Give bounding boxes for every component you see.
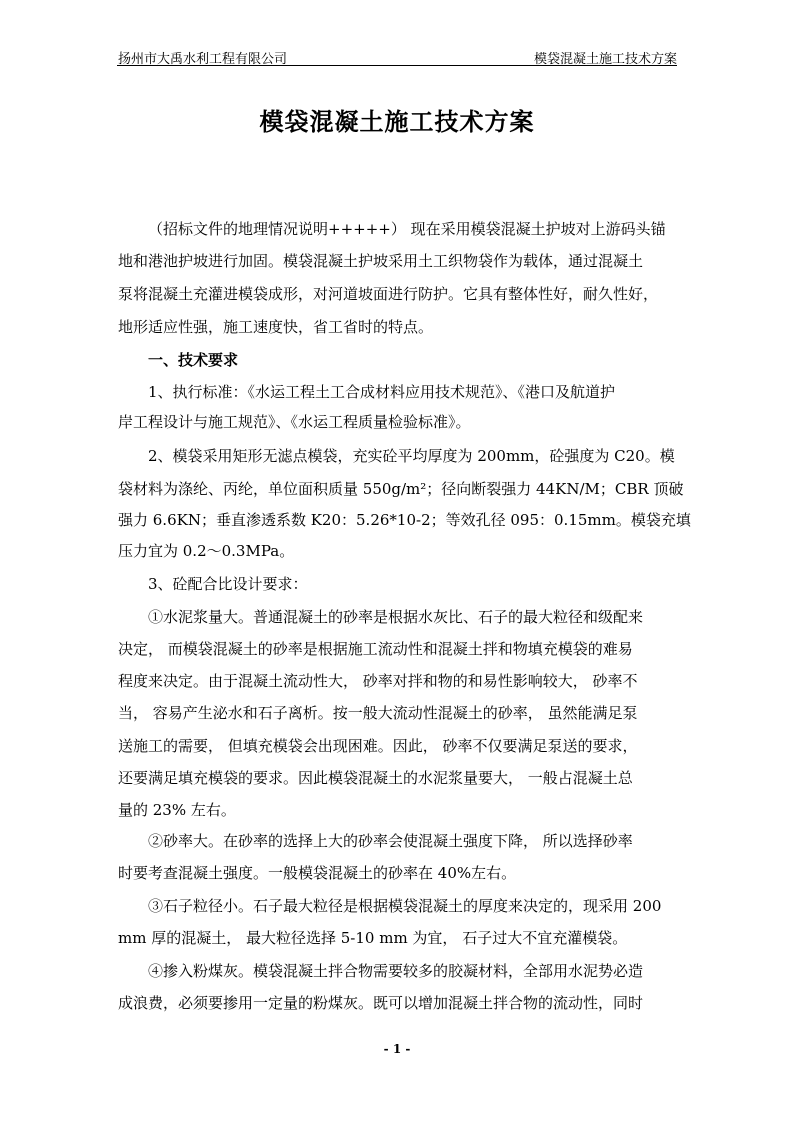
body-line: 送施工的需要， 但填充模袋会出现困难。因此， 砂率不仅要满足泵送的要求， bbox=[118, 737, 638, 755]
body-line: 3、砼配合比设计要求： bbox=[148, 575, 308, 593]
body-line: 时要考查混凝土强度。一般模袋混凝土的砂率在 40%左右。 bbox=[118, 864, 517, 882]
body-line: 量的 23% 左右。 bbox=[118, 801, 236, 819]
header-rule bbox=[117, 65, 677, 66]
section-heading: 一、技术要求 bbox=[148, 351, 239, 369]
document-title: 模袋混凝土施工技术方案 bbox=[259, 107, 535, 136]
body-line: ①水泥浆量大。普通混凝土的砂率是根据水灰比、石子的最大粒径和级配来 bbox=[148, 608, 644, 626]
body-line: 岸工程设计与施工规范》、《水运工程质量检验标准》。 bbox=[118, 413, 471, 431]
body-line: 地形适应性强，施工速度快，省工省时的特点。 bbox=[118, 318, 434, 336]
header-company: 扬州市大禹水利工程有限公司 bbox=[118, 52, 288, 67]
body-line: 泵将混凝土充灌进模袋成形，对河道坡面进行防护。它具有整体性好，耐久性好， bbox=[118, 285, 659, 303]
body-line: 袋材料为涤纶、丙纶，单位面积质量 550g/m²；径向断裂强力 44KN/M；CBR 顶破 bbox=[118, 480, 684, 498]
body-line: 当， 容易产生泌水和石子离析。按一般大流动性混凝土的砂率， 虽然能满足泵 bbox=[118, 704, 638, 722]
page-number: - 1 - bbox=[383, 1042, 411, 1056]
body-line: 压力宜为 0.2～0.3MPa。 bbox=[118, 542, 295, 560]
body-line: ②砂率大。在砂率的选择上大的砂率会使混凝土强度下降， 所以选择砂率 bbox=[148, 832, 633, 850]
body-line: ③石子粒径小。石子最大粒径是根据模袋混凝土的厚度来决定的，现采用 200 bbox=[148, 897, 662, 915]
body-line: 还要满足填充模袋的要求。因此模袋混凝土的水泥浆量要大， 一般占混凝土总 bbox=[118, 769, 633, 787]
body-line: 程度来决定。由于混凝土流动性大， 砂率对拌和物的和易性影响较大， 砂率不 bbox=[118, 672, 638, 690]
body-line: 1、执行标准：《水运工程土工合成材料应用技术规范》、《港口及航道护 bbox=[148, 383, 616, 401]
body-line: （招标文件的地理情况说明+++++） 现在采用模袋混凝土护坡对上游码头锚 bbox=[148, 220, 666, 238]
body-line: 强力 6.6KN；垂直渗透系数 K20：5.26*10-2；等效孔径 095：0.15mm。模袋充填 bbox=[118, 511, 691, 529]
body-line: 决定， 而模袋混凝土的砂率是根据施工流动性和混凝土拌和物填充模袋的难易 bbox=[118, 640, 633, 658]
header-doc-title: 模袋混凝土施工技术方案 bbox=[534, 52, 678, 67]
body-line: 2、模袋采用矩形无滤点模袋，充实砼平均厚度为 200mm，砼强度为 C20。模 bbox=[148, 447, 675, 465]
body-line: 成浪费，必须要掺用一定量的粉煤灰。既可以增加混凝土拌合物的流动性，同时 bbox=[118, 994, 644, 1012]
body-line: 地和港池护坡进行加固。模袋混凝土护坡采用土工织物袋作为载体，通过混凝土 bbox=[118, 252, 644, 270]
body-line: ④掺入粉煤灰。模袋混凝土拌合物需要较多的胶凝材料，全部用水泥势必造 bbox=[148, 962, 644, 980]
body-line: mm 厚的混凝土， 最大粒径选择 5-10 mm 为宜， 石子过大不宜充灌模袋。 bbox=[118, 929, 628, 947]
